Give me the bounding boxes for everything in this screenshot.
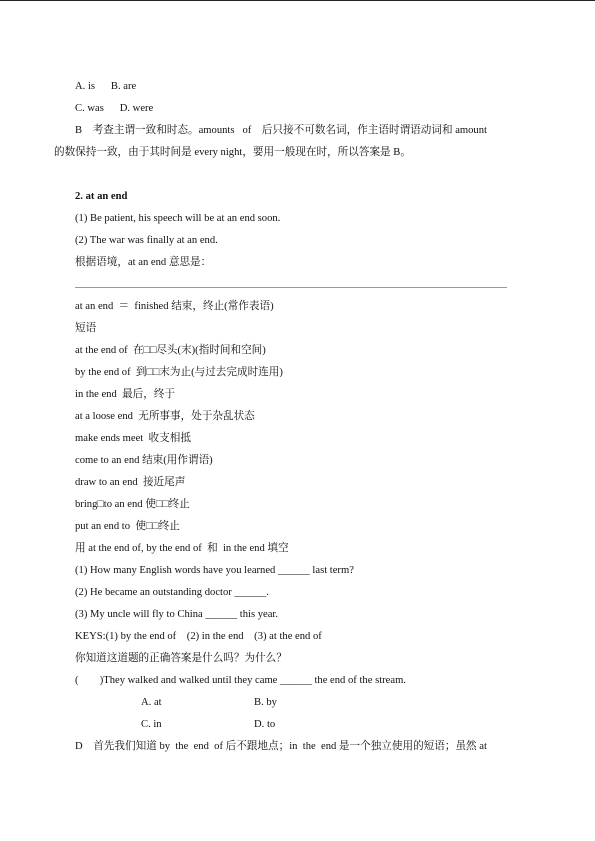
phrase-item: at the end of 在□□尽头(末)(指时间和空间) xyxy=(75,345,266,356)
question: ( )They walked and walked until they came ______ the end of the stream. xyxy=(75,675,406,686)
page-top-rule xyxy=(0,0,595,1)
exercise-title: 用 at the end of, by the end of 和 in the end 填空 xyxy=(75,543,289,554)
answer-keys: KEYS:(1) by the end of (2) in the end (3) at the end of xyxy=(75,631,322,642)
phrase-item: by the end of 到□□末为止(与过去完成时连用) xyxy=(75,367,283,378)
option-b: B. by xyxy=(254,697,277,708)
answer-explanation: D 首先我们知道 by the end of 后不跟地点；in the end 是一个独立使用的短语；虽然 at xyxy=(75,741,487,752)
question-prompt: 你知道这道题的正确答案是什么吗？为什么？ xyxy=(75,653,287,664)
q1-options-row2: C. was D. were xyxy=(75,103,154,114)
example-1: (1) Be patient, his speech will be at an end soon. xyxy=(75,213,281,224)
option-c: C. in xyxy=(141,719,162,730)
option-a: A. at xyxy=(141,697,162,708)
definition: at an end ＝ finished 结束，终止(常作表语) xyxy=(75,301,274,312)
answer-blank-line xyxy=(75,287,507,288)
q1-answer-line1: B 考查主谓一致和时态。amounts of 后只接不可数名词，作主语时谓语动词和 amount xyxy=(75,125,487,136)
exercise-item: (3) My uncle will fly to China ______ this year. xyxy=(75,609,279,620)
section2-heading: 2. at an end xyxy=(75,191,128,202)
phrase-item: draw to an end 接近尾声 xyxy=(75,477,186,488)
exercise-item: (2) He became an outstanding doctor ______. xyxy=(75,587,269,598)
phrase-item: make ends meet 收支相抵 xyxy=(75,433,191,444)
phrase-item: at a loose end 无所事事，处于杂乱状态 xyxy=(75,411,255,422)
phrase-item: put an end to 使□□终止 xyxy=(75,521,180,532)
phrase-item: bring□to an end 使□□终止 xyxy=(75,499,190,510)
phrase-item: in the end 最后，终于 xyxy=(75,389,176,400)
q1-answer-line2: 的数保持一致，由于其时间是 every night，要用一般现在时，所以答案是 B。 xyxy=(54,147,411,158)
meaning-prompt: 根据语境，at an end 意思是： xyxy=(75,257,212,268)
phrases-heading: 短语 xyxy=(75,323,97,334)
example-2: (2) The war was finally at an end. xyxy=(75,235,218,246)
phrase-item: come to an end 结束(用作谓语) xyxy=(75,455,213,466)
option-d: D. to xyxy=(254,719,276,730)
q1-options-row1: A. is B. are xyxy=(75,81,137,92)
exercise-item: (1) How many English words have you learned ______ last term? xyxy=(75,565,354,576)
